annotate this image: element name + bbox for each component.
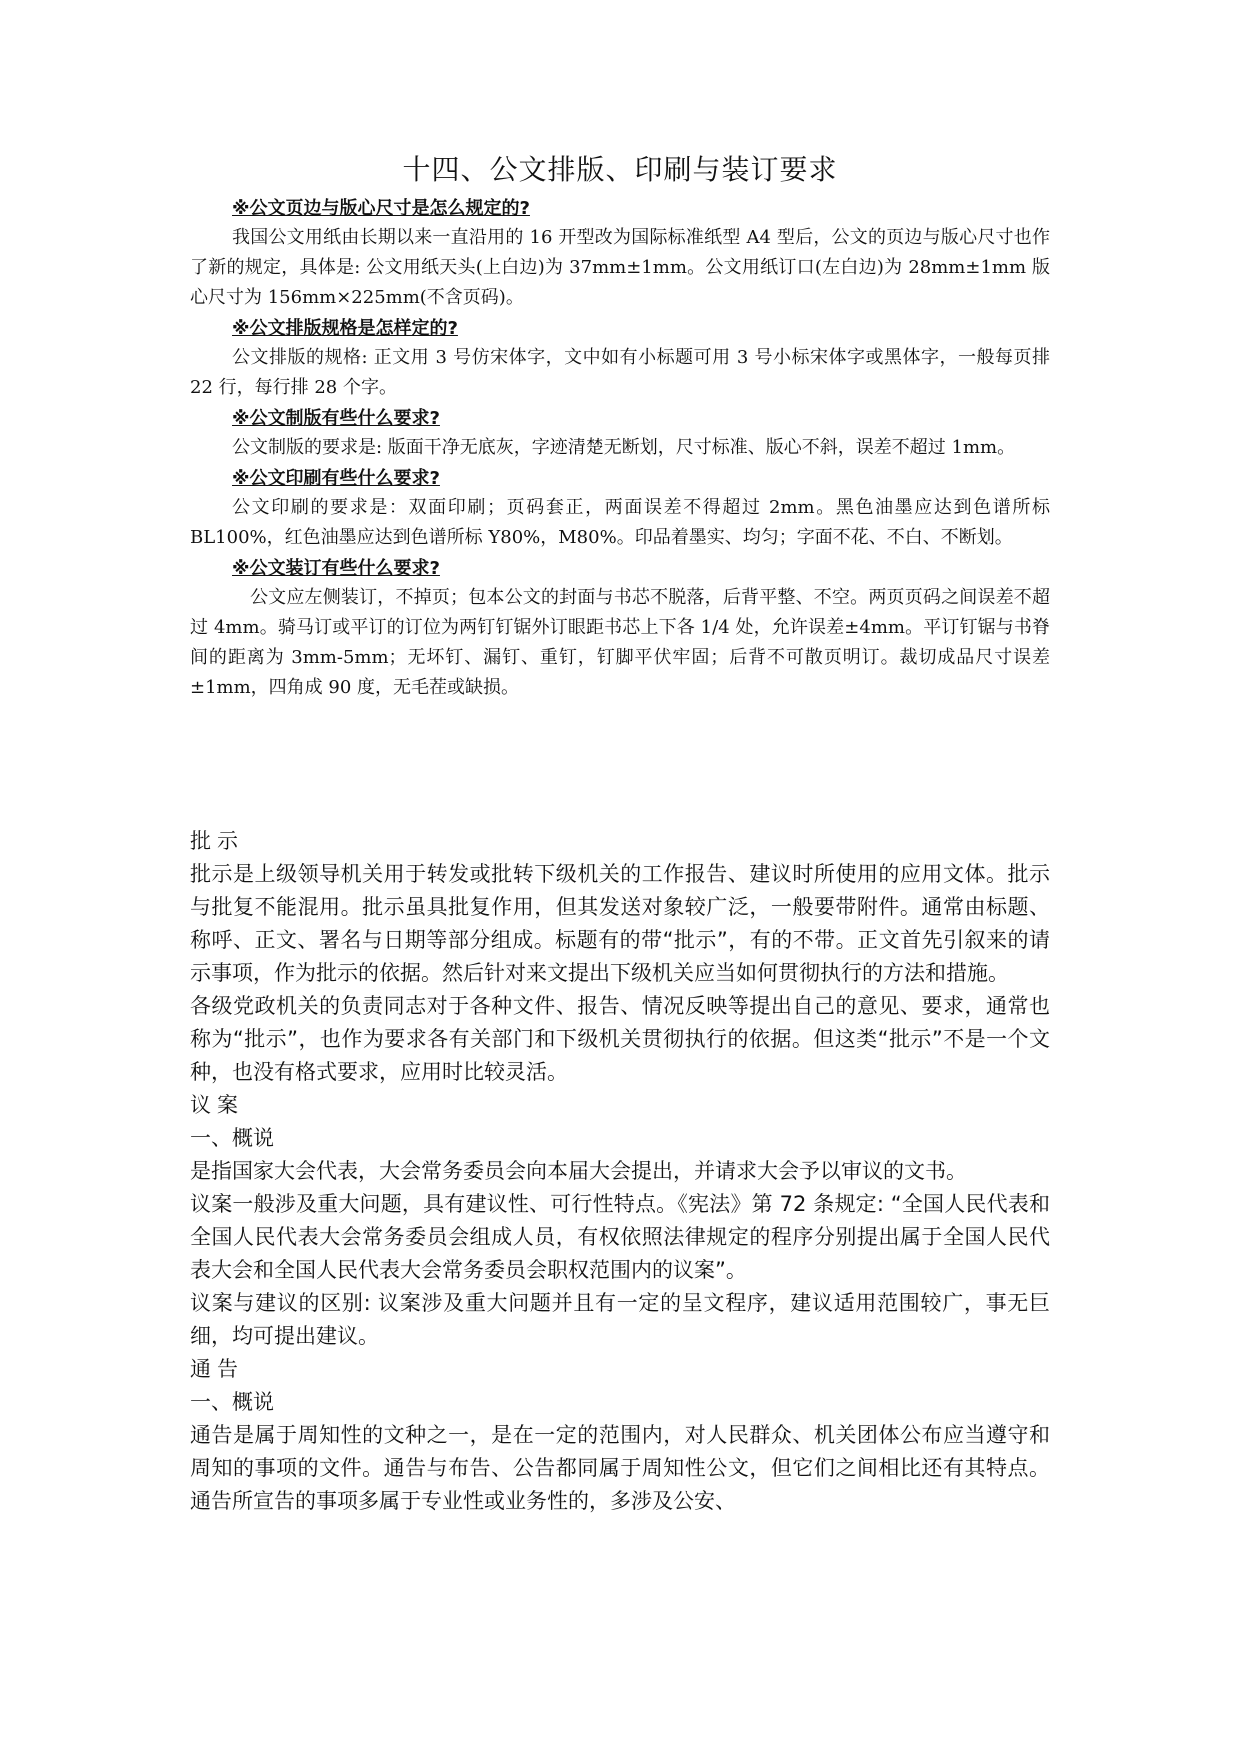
section-heading-pishi: 批示 [190, 829, 244, 853]
body-paragraph: 是指国家大会代表，大会常务委员会向本届大会提出，并请求大会予以审议的文书。 [190, 1159, 967, 1183]
body-paragraph: 批示是上级领导机关用于转发或批转下级机关的工作报告、建议时所使用的应用文体。批示与批复不能混用。批示虽具批复作用，但其发送对象较广泛，一般要带附件。通常由标题、称呼、正文、署名与日期等部分组成。标题有的带“批示”，有的不带。正文首先引叙来的请示事项，作为批示的依据。然后针对来文提出下级机关应当如何贯彻执行的方法和措施。 [190, 862, 1050, 985]
body-paragraph: 议案一般涉及重大问题，具有建议性、可行性特点。《宪法》第 72 条规定: “全国人民代表和全国人民代表大会常务委员会组成人员，有权依照法律规定的程序分别提出属于全国人民代表大会和全国人民代表大会常务委员会职权范围内的议案”。 [190, 1192, 1050, 1282]
answer-paragraph: 公文排版的规格: 正文用 3 号仿宋体字，文中如有小标题可用 3 号小标宋体字或黑体字，一般每页排 22 行，每行排 28 个字。 [190, 347, 1050, 398]
qa-block-margins [190, 195, 1050, 313]
qa-block-layout [190, 315, 1050, 403]
question-heading: ※公文排版规格是怎样定的? [232, 318, 458, 339]
document-title: 十四、公文排版、印刷与装订要求 [402, 153, 838, 186]
section-heading-tonggao: 通告 [190, 1357, 244, 1381]
requirements-section [190, 195, 1050, 705]
body-paragraph: 各级党政机关的负责同志对于各种文件、报告、情况反映等提出自己的意见、要求，通常也称为“批示”，也作为要求各有关部门和下级机关贯彻执行的依据。但这类“批示”不是一个文种，也没有格式要求，应用时比较灵活。 [190, 994, 1050, 1084]
body-paragraph: 议案与建议的区别: 议案涉及重大问题并且有一定的呈文程序，建议适用范围较广，事无巨细，均可提出建议。 [190, 1291, 1050, 1348]
question-heading: ※公文装订有些什么要求? [232, 558, 440, 579]
answer-paragraph: 我国公文用纸由长期以来一直沿用的 16 开型改为国际标准纸型 A4 型后，公文的页边与版心尺寸也作了新的规定，具体是: 公文用纸天头(上白边)为 37mm±1mm。公文用纸订口(左白边)为 28mm±1mm 版心尺寸为 156mm×225mm(不含页码)。 [190, 227, 1050, 308]
question-heading: ※公文印刷有些什么要求? [232, 468, 440, 489]
answer-paragraph: 公文制版的要求是: 版面干净无底灰，字迹清楚无断划，尺寸标准、版心不斜，误差不超过 1mm。 [232, 437, 1016, 458]
answer-paragraph: 公文印刷的要求是：双面印刷；页码套正，两面误差不得超过 2mm。黑色油墨应达到色谱所标 BL100%，红色油墨应达到色谱所标 Y80%，M80%。印品着墨实、均匀；字面不花、不白、不断划。 [190, 497, 1050, 548]
body-paragraph: 通告是属于周知性的文种之一，是在一定的范围内，对人民群众、机关团体公布应当遵守和周知的事项的文件。通告与布告、公告都同属于周知性公文，但它们之间相比还有其特点。通告所宣告的事项多属于专业性或业务性的，多涉及公安、 [190, 1423, 1050, 1513]
answer-paragraph: 公文应左侧装订，不掉页；包本公文的封面与书芯不脱落，后背平整、不空。两页页码之间误差不超过 4mm。骑马订或平订的订位为两钉钉锯外订眼距书芯上下各 1/4 处，允许误差±4mm。平订钉锯与书脊间的距离为 3mm-5mm；无坏钉、漏钉、重钉，钉脚平伏牢固；后背不可散页明订。裁切成品尺寸误差±1mm，四角成 90 度，无毛茬或缺损。 [190, 587, 1050, 698]
section-heading-yian: 议案 [190, 1093, 244, 1117]
qa-block-platemaking [190, 405, 1050, 463]
question-heading: ※公文页边与版心尺寸是怎么规定的? [232, 198, 530, 219]
question-heading: ※公文制版有些什么要求? [232, 408, 440, 429]
subsection-heading: 一、概说 [190, 1390, 274, 1414]
qa-block-printing [190, 465, 1050, 553]
qa-block-binding [190, 555, 1050, 703]
document-types-section [190, 825, 1050, 1518]
subsection-heading: 一、概说 [190, 1126, 274, 1150]
